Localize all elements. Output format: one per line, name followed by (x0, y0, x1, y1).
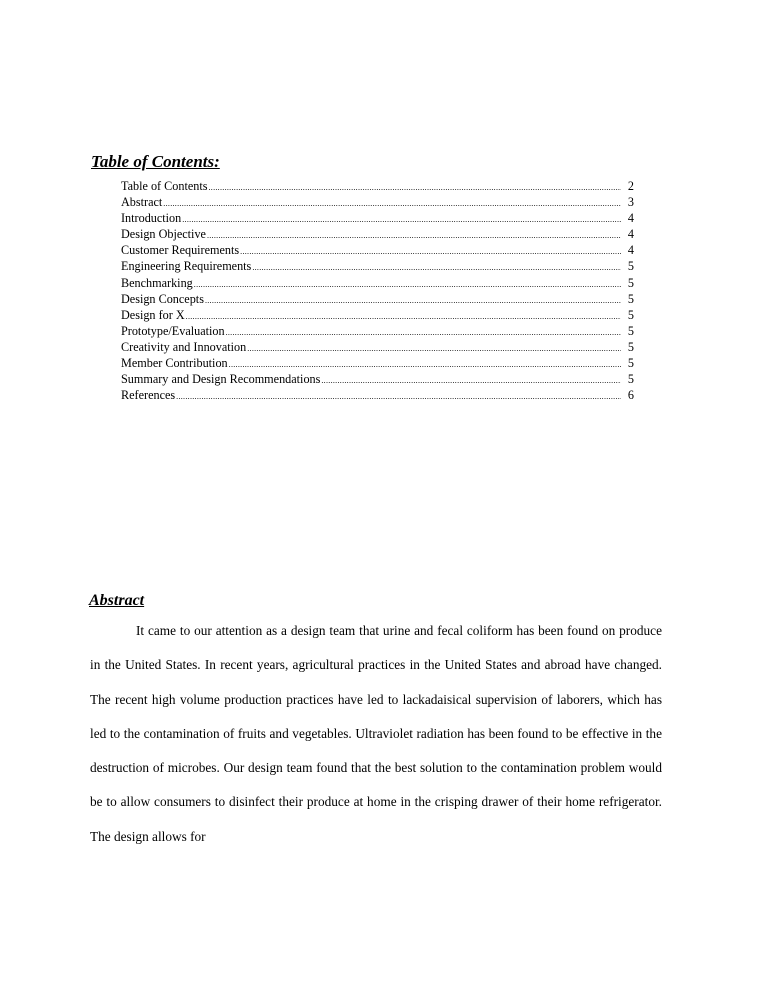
toc-leader-dots (163, 196, 621, 212)
toc-entry (121, 307, 634, 323)
toc-entry (121, 226, 634, 242)
toc-entry-page: 3 (627, 195, 634, 210)
toc-leader-dots (176, 389, 621, 405)
toc-entry (121, 371, 634, 387)
toc-entry (121, 210, 634, 226)
toc-entry-page: 5 (627, 372, 634, 387)
toc-entry-page: 2 (627, 179, 634, 193)
toc-entry-page: 5 (627, 323, 634, 338)
toc-entry-page: 5 (627, 259, 634, 274)
toc-entry-title: Benchmarking (121, 275, 193, 290)
toc-entry (121, 194, 634, 210)
toc-leader-dots (252, 260, 621, 276)
toc-entry-title: Summary and Design Recommendations (121, 372, 321, 387)
toc-entry (121, 242, 634, 258)
toc-entry-page: 5 (627, 275, 634, 290)
toc-entry (121, 339, 634, 355)
toc-entry-title: Creativity and Innovation (121, 339, 247, 354)
toc-leader-dots (247, 341, 621, 357)
toc-entry-page: 5 (627, 356, 634, 371)
toc-leader-dots (226, 325, 621, 341)
toc-leader-dots (208, 180, 621, 196)
toc-entry-title: Abstract (121, 195, 163, 210)
toc-entry-title: Prototype/Evaluation (121, 323, 225, 338)
toc-entry-page: 5 (627, 291, 634, 306)
toc-entry-page: 4 (627, 211, 634, 226)
toc-leader-dots (186, 309, 621, 325)
toc-entry-title: Introduction (121, 211, 182, 226)
toc-entry-page: 5 (627, 307, 634, 322)
toc-entry-page: 4 (627, 227, 634, 242)
toc-entry (121, 387, 634, 403)
toc-entry-title: Engineering Requirements (121, 259, 252, 274)
abstract-paragraph: It came to our attention as a design team that urine and fecal coliform has been found on produce in the United States. In recent years, agricultural practices in the United States and abroad have changed. The recent high volume production practices have led to lackadaisical supervision of laborers, which has led to the contamination of fruits and vegetables. Ultraviolet radiation has been found to be effective in the destruction of microbes. Our design team found that the best solution to the contamination problem would be to allow consumers to disinfect their produce at home in the crisping drawer of their home refrigerator. The design allows for (90, 623, 662, 844)
toc-heading: Table of Contents: (91, 152, 220, 171)
toc-entry (121, 258, 634, 274)
toc-entry-page: 6 (627, 388, 634, 403)
toc-leader-dots (207, 228, 621, 244)
toc-entry-title: References (121, 388, 176, 403)
toc-entry (121, 275, 634, 291)
toc-entry-title: Table of Contents (121, 179, 208, 193)
toc-leader-dots (182, 212, 621, 228)
toc-entry-page: 4 (627, 243, 634, 258)
toc-entry (121, 291, 634, 307)
toc-entry-title: Customer Requirements (121, 243, 240, 258)
toc-entry (121, 178, 634, 194)
toc-leader-dots (194, 277, 621, 293)
toc-entry-title: Design Concepts (121, 291, 204, 306)
toc-leader-dots (321, 373, 621, 389)
table-of-contents (121, 178, 634, 403)
toc-entry-title: Member Contribution (121, 356, 228, 371)
toc-entry (121, 355, 634, 371)
toc-entry (121, 323, 634, 339)
toc-leader-dots (205, 293, 621, 309)
toc-entry-title: Design Objective (121, 227, 206, 242)
abstract-heading: Abstract (89, 592, 145, 609)
toc-entry-page: 5 (627, 339, 634, 354)
toc-leader-dots (240, 244, 621, 260)
toc-entry-title: Design for X (121, 307, 185, 322)
